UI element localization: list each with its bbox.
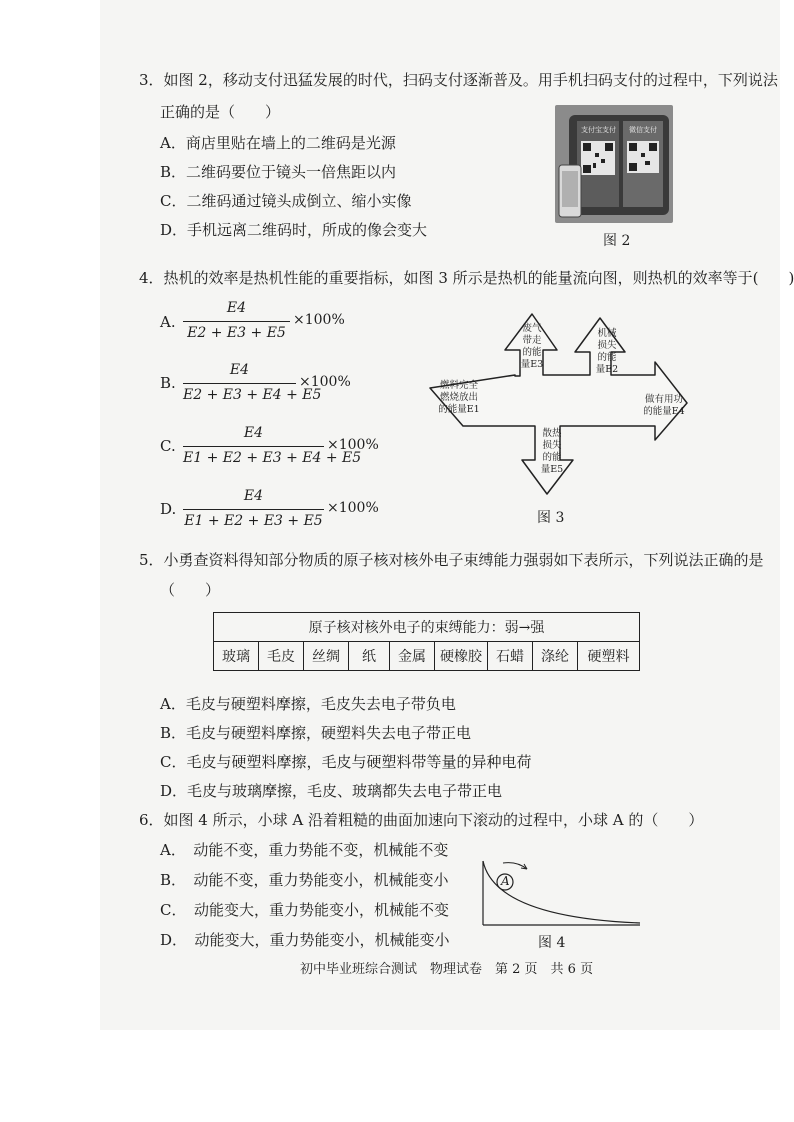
q4-option-c-letter: C. [160, 437, 176, 455]
e3-exhaust-label: 废气 带走 的能 量E3 [520, 323, 544, 370]
q6-stem: 6．如图 4 所示，小球 A 沿着粗糙的曲面加速向下滚动的过程中，小球 A 的（ ） [139, 811, 704, 829]
alipay-label: 支付宝支付 [581, 126, 616, 134]
qr-payment-photo [555, 105, 673, 223]
q6-option-b: B． 动能不变，重力势能变小，机械能变小 [160, 871, 449, 889]
q4-option-b-letter: B. [160, 374, 176, 392]
q4-d-numerator: E4 [243, 488, 264, 504]
q4-c-numerator: E4 [243, 425, 264, 441]
q4-option-a-letter: A. [160, 313, 176, 331]
q5-option-d: D．毛皮与玻璃摩擦，毛皮、玻璃都失去电子带正电 [160, 782, 503, 800]
q3-option-a: A．商店里贴在墙上的二维码是光源 [160, 134, 396, 152]
table-cell: 硬橡胶 [435, 642, 488, 671]
table-cell: 玻璃 [214, 642, 259, 671]
wechat-pay-label: 微信支付 [629, 126, 657, 134]
table-cell: 硬塑料 [578, 642, 640, 671]
q3-option-c: C．二维码通过镜头成倒立、缩小实像 [160, 192, 412, 210]
page-footer: 初中毕业班综合测试 物理试卷 第 2 页 共 6 页 [300, 962, 594, 977]
q3-option-d: D．手机远离二维码时，所成的像会变大 [160, 221, 428, 239]
q5-stem-line2: （ ） [160, 581, 221, 599]
q4-b-denominator: E2 + E3 + E4 + E5 [183, 387, 322, 403]
table-cell: 涤纶 [533, 642, 578, 671]
q6-option-a: A． 动能不变，重力势能不变，机械能不变 [160, 841, 449, 859]
q4-c-denominator: E1 + E2 + E3 + E4 + E5 [183, 450, 362, 466]
q4-b-multiplier: ×100% [299, 374, 351, 390]
e5-heat-label: 散热 损失 的能 量E5 [540, 428, 564, 475]
q4-d-denominator: E1 + E2 + E3 + E5 [184, 513, 323, 529]
binding-ability-table [213, 612, 640, 671]
e2-mechanical-label: 机械 损失 的能 量E2 [595, 328, 619, 375]
q4-a-denominator: E2 + E3 + E5 [187, 325, 286, 341]
table-cell: 毛皮 [259, 642, 304, 671]
q4-a-numerator: E4 [226, 300, 247, 316]
q4-b-numerator: E4 [229, 362, 250, 378]
ball-label: A [501, 874, 510, 888]
qr-stand-illustration [555, 105, 673, 223]
e1-source-label: 燃料完全 燃烧放出 的能量E1 [438, 380, 480, 415]
figure-2-caption: 图 2 [603, 233, 631, 249]
q5-option-c: C．毛皮与硬塑料摩擦，毛皮与硬塑料带等量的异种电荷 [160, 753, 532, 771]
q5-option-b: B．毛皮与硬塑料摩擦，硬塑料失去电子带正电 [160, 724, 472, 742]
table-cell: 纸 [349, 642, 390, 671]
q6-option-d: D． 动能变大，重力势能变小，机械能变小 [160, 931, 450, 949]
table-header: 原子核对核外电子的束缚能力：弱→强 [214, 613, 640, 642]
figure-3-caption: 图 3 [537, 510, 565, 526]
q3-stem-line2: 正确的是（ ） [160, 103, 281, 121]
q4-d-multiplier: ×100% [327, 500, 379, 516]
q3-option-b: B．二维码要位于镜头一倍焦距以内 [160, 163, 397, 181]
q4-stem: 4．热机的效率是热机性能的重要指标，如图 3 所示是热机的能量流向图，则热机的效率等于( ) [139, 269, 794, 287]
curved-surface-figure [475, 855, 645, 930]
q5-option-a: A．毛皮与硬塑料摩擦，毛皮失去电子带负电 [160, 695, 456, 713]
q6-option-c: C． 动能变大，重力势能变小，机械能不变 [160, 901, 449, 919]
q5-stem-line1: 5．小勇查资料得知部分物质的原子核对核外电子束缚能力强弱如下表所示，下列说法正确的是 [139, 551, 764, 569]
figure-4-caption: 图 4 [538, 935, 566, 951]
table-cell: 金属 [390, 642, 435, 671]
table-cell: 丝绸 [304, 642, 349, 671]
e4-useful-label: 做有用功 的能量E4 [643, 394, 685, 417]
q4-option-d-letter: D. [160, 500, 177, 518]
q4-c-multiplier: ×100% [327, 437, 379, 453]
table-cell: 石蜡 [488, 642, 533, 671]
q3-stem-line1: 3．如图 2，移动支付迅猛发展的时代，扫码支付逐渐普及。用手机扫码支付的过程中，下列说法 [139, 71, 778, 89]
q4-a-multiplier: ×100% [293, 312, 345, 328]
